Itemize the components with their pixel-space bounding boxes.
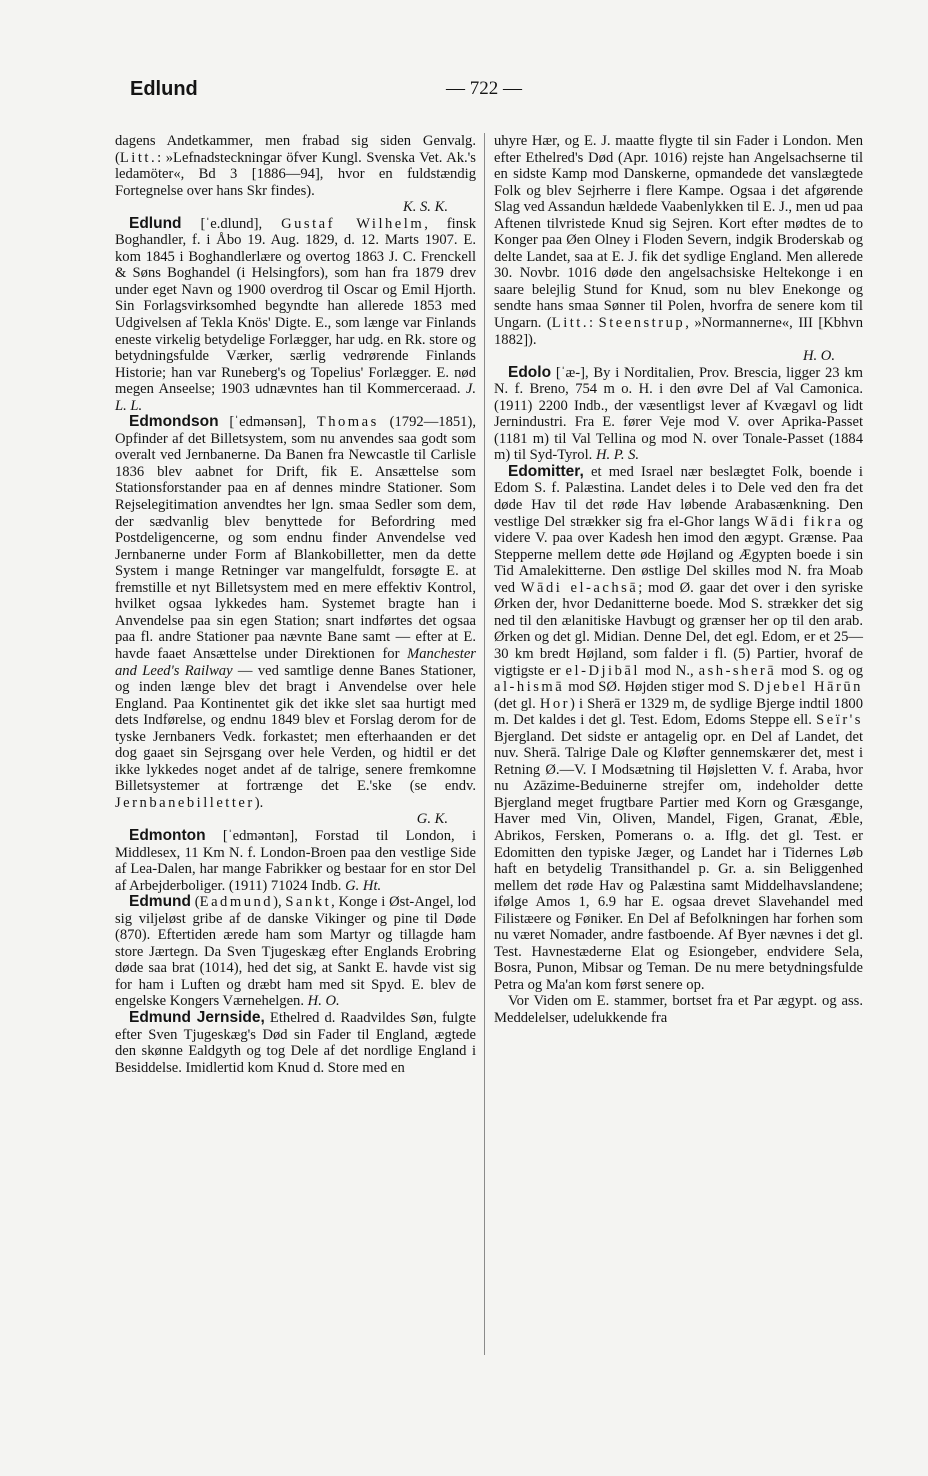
headword: Edolo xyxy=(508,363,552,381)
entry-edmondson: Edmondson [ˈedmənsən], Thomas (1792—1851), Opfinder af det Billetsystem, som nu anvendes saa godt som overalt ved Jernbanerne. Da Banen fra Newcastle til Carlisle 1836 blev aabnet for Drift, fik E. Ansættelse som Stationsforstander paa en af dennes mindre Stationer. Som Rejselegitimation anvendtes her lgn. smaa Sedler som dem, der sædvanlig blev benyttede for Befordring med Postdeligencerne, og som endnu finder Anvendelse ved Jernbanerne under Form af Blankobilletter, men da dette System i mange Retninger var mangelfuldt, forsøgte E. at fremstille et nyt Billetsystem med en mere effektiv Kontrol, hvilket ogsaa lykkedes ham. Systemet bragte han i Anvendelse paa sin egen Station; snart indførtes det ogsaa paa fl. andre Stationer paa nævnte Bane samt — efter at E. havde faaet Ansættelse under Direktionen for Manchester and Leed's Railway — ved samtlige denne Banes Stationer, og inden længe blev det bragt i Anvendelse over hele England. Paa Kontinentet gik det ikke slet saa hurtigt med dets Indførelse, og endnu 1849 blev et Forslag derom for de tyske Jernbaners Vedk. forkastet; men efterhaanden er det dog gaaet sin Sejrsgang over hele Verden, og hidtil er det ikke lykkedes noget andet af de talrige, senere fremkomne Billetsystemer at fortrænge det E.'ske (se endv. Jernbanebilletter). G. K. xyxy=(115,413,477,828)
author-signature: H. O. xyxy=(307,993,340,1010)
right-column xyxy=(494,133,863,1027)
author-signature: G. K. xyxy=(416,811,448,828)
entry-edmund-jernside: Edmund Jernside, Ethelred d. Raadvildes Søn, fulgte efter Sven Tjugeskæg's Død sin Fader til England, ægtede den skønne Ealdgyth og tog Dele af det nordlige England i Besiddelse. Imidlertid kom Knud d. Store med en xyxy=(115,1008,476,1076)
entry-continuation: dagens Andetkammer, men frabad sig siden Genvalg. (Litt.: »Lefnadsteckningar öfver Kungl. Svenska Vet. Ak.'s ledamöter«, Bd 3 [1886—94], hvor en fuldstændig Fortegnelse over hans Skr findes). K. S. K. xyxy=(115,133,476,216)
author-signature: H. O. xyxy=(802,348,835,365)
author-signature: G. Ht. xyxy=(345,877,382,894)
left-column xyxy=(115,133,476,1076)
headword: Edlund xyxy=(129,214,182,232)
entry-edomitter-paragraph-2: Vor Viden om E. stammer, bortset fra et Par ægypt. og ass. Meddelelser, udelukkende fra xyxy=(494,993,863,1026)
column-divider xyxy=(484,133,485,1355)
headword: Edomitter, xyxy=(508,462,584,480)
cross-reference: Jernbanebilletter xyxy=(115,794,255,811)
entry-edmund: Edmund (Eadmund), Sankt, Konge i Øst-Angel, lod sig viljeløst gribe af de danske Vikinger og pine til Døde (870). Eftertiden ærede ham som Martyr og tillagde ham store Jærtegn. Da Sven Tjugeskæg efter Englands Erobring døde saa brat (1014), hed det sig, at Sankt E. havde vist sig for ham i Luften og dræbt ham med sit Spyd. E. blev de engelske Kongers Værnehelgen. H. O. xyxy=(115,893,476,1010)
entry-continuation: uhyre Hær, og E. J. maatte flygte til sin Fader i London. Men efter Ethelred's Død (Apr. 1016) rejste han Angelsachserne til en sidste Kamp mod Danskerne, opmandede det vanslægtede Folk og blev Sejrherre i flere Kampe. Ogsaa i det afgørende Slag ved Assandun hældede Vaabenlykken til E. J., men ud paa Aftenen tilvristede Knud sig Sejren. Kort efter mødtes de to Konger paa Øen Olney i Floden Severn, indgik Broderskab og delte Landet, saa at E. J. fik det sydlige England. Men allerede 30. Novbr. 1016 døde den angelsachsiske Heltekonge i en saare belejlig Stund for Knud, som nu blev Enekonge og sendte hans smaa Sønner til Polen, hvorfra de senere kom til Ungarn. (Litt.: Steenstrup, »Normannerne«, III [Kbhvn 1882]). H. O. xyxy=(494,133,863,365)
author-signature: K. S. K. xyxy=(402,199,448,216)
page-header xyxy=(110,78,870,108)
author-signature: J. L. L. xyxy=(115,381,476,414)
running-head: Edlund xyxy=(130,78,198,100)
entry-edlund: Edlund [ˈe.dlund], Gustaf Wilhelm, finsk Boghandler, f. i Åbo 19. Aug. 1829, d. 12. Marts 1907. E. kom 1845 i Boghandlerlære og overtog 1863 J. C. Frenckell & Søns Boghandel (i Helsingfors), som han fra 1879 drev under eget Navn og 1900 overdrog til Oscar og Emil Hjorth. Sin Forlagsvirksomhed begyndte han allerede 1853 med Udgivelsen af Tekla Knös' Digte. E., som længe var Finlands eneste virkelig betydelige Forlægger, har udg. en Rk. store og betydningsfulde Værker, særlig vedrørende Finlands Historie; han var Runeberg's og Topelius' Forlægger. E. nød megen Anseelse; 1903 udnævntes han til Kommerceraad. J. L. L. xyxy=(115,214,476,414)
author-signature: H. P. S. xyxy=(595,447,640,464)
entry-edolo: Edolo [ˈæ-], By i Norditalien, Prov. Brescia, ligger 23 km N. f. Breno, 754 m o. H. i den øvre Del af Val Camonica. (1911) 2200 Indb., der væsentligst lever af Kvægavl og lidt Jernindustri. Fra E. fører Veje mod V. over Aprika-Passet (1181 m) til Val Tellina og mod N. over Tonale-Passet (1884 m) til Syd-Tyrol. H. P. S. xyxy=(494,363,863,464)
headword: Edmonton xyxy=(129,826,206,844)
entry-edmonton: Edmonton [ˈedməntən], Forstad til London, i Middlesex, 11 Km N. f. London-Broen paa den vestlige Side af Lea-Dalen, har mange Fabrikker og bestaar for en stor Del af Arbejderboliger. (1911) 71024 Indb. G. Ht. xyxy=(115,826,476,894)
headword: Edmund Jernside, xyxy=(129,1008,265,1026)
page-number: — 722 — xyxy=(446,78,522,99)
headword: Edmund xyxy=(129,893,191,911)
headword: Edmondson xyxy=(129,413,219,431)
entry-edomitter: Edomitter, et med Israel nær beslægtet Folk, boende i Edom S. f. Palæstina. Landet deles i to Dele ved den fra det døde Hav til det røde Hav løbende Arabasænkning. Den vestlige Del strækker sig fra el-Ghor langs Wādi fikra og videre V. paa over Kadesh hen imod den ægypt. Grænse. Paa Stepperne mellem dette øde Højland og Ægypten boede i sin Tid Amalekitterne. Den østlige Del skilles mod N. fra Moab ved Wādi el-achsā; mod Ø. gaar det over i den syriske Ørken der, hvor Dedanitterne boede. Mod S. strækker det sig ned til den ælanitiske Havbugt og grænser her op til den arab. Ørken og det gl. Midian. Denne Del, det egl. Edom, er et 25—30 km bredt Højland, som falder i fl. (5) Partier, hvoraf de vigtigste er el-Djibāl mod N., ash-sherā mod S. og og al-hismā mod SØ. Højden stiger mod S. Djebel Hārūn (det gl. Hor) i Sherā er 1329 m, de sydlige Bjerge indtil 1800 m. Det kaldes i det gl. Test. Edom, Edoms Steppe ell. Seïr's Bjergland. Det sidste er antagelig opr. en Del af Landet, det nuv. Sherā. Talrige Dale og Kløfter gennemskærer det, mest i Retning Ø.—V. I Modsætning til Højsletten V. f. Araba, hvor nu Azāzime-Beduinerne strejfer om, indeholder dette Bjergland meget frugtbare Partier med Korn og Græsgange, Haver med Vin, Oliven, Mandel, Figen, Granat, Æble, Abrikos, Fersken, Pomerans o. a. Iflg. det gl. Test. er Edomitten den typiske Jæger, og Landet har i Tidernes Løb haft en betydelig Transithandel p. Gr. a. sin Beliggenhed mellem det røde Hav og Palæstina samt Middelhavslandene; ifølge Amos 1, 6.9 har E. ogsaa drevet Slavehandel med Filistæere og Føniker. En Del af Befolkningen har forhen som nu været Nomader, andre fastboende. Af Byer nævnes i det gl. Test. Havnestæderne Elat og Esiongeber, endvidere Sela, Bosra, Punon, Mibsar og Teman. De nu mere betydningsfulde Petra og Ma'an kom først senere op. xyxy=(494,462,863,993)
